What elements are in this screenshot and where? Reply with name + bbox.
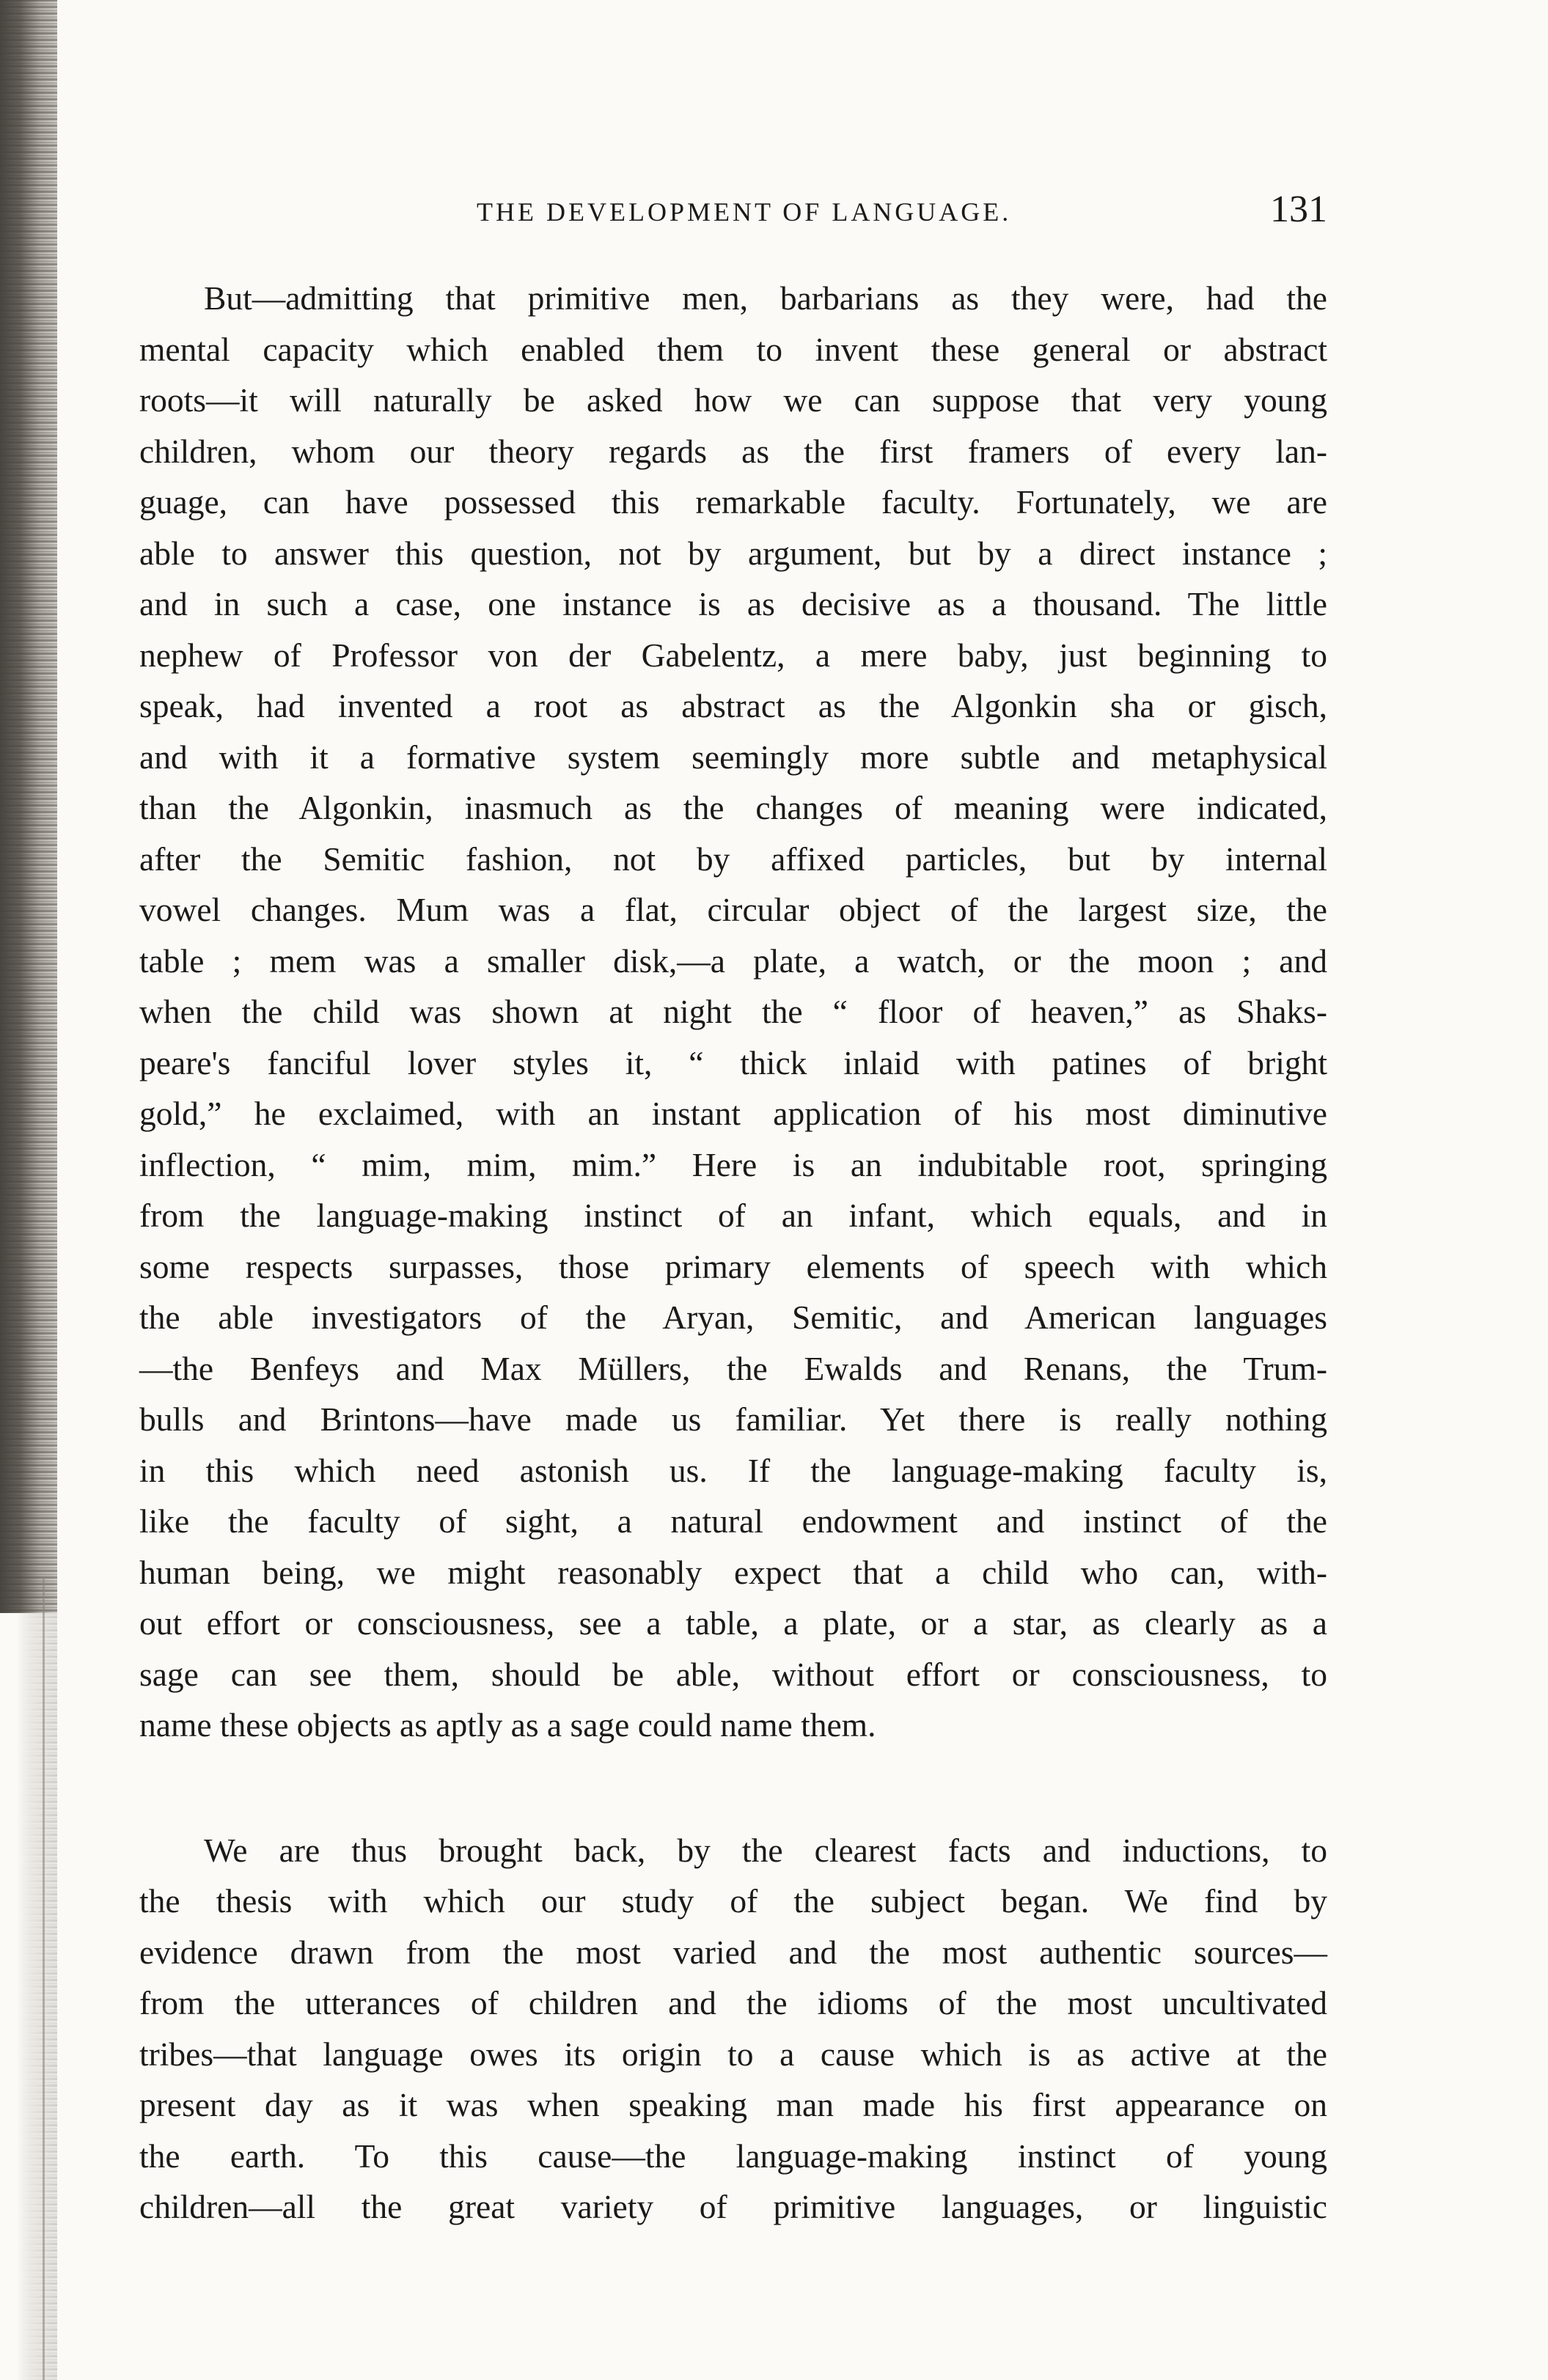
text-line: gold,” he exclaimed, with an instant application of his most diminutive	[139, 1095, 1327, 1132]
text-line: the able investigators of the Aryan, Semitic, and American languages	[139, 1299, 1327, 1336]
text-line: from the utterances of children and the idioms of the most uncultivated	[139, 1984, 1327, 2021]
paragraph-1	[139, 273, 1327, 1751]
text-line: human being, we might reasonably expect that a child who can, with-	[139, 1553, 1327, 1591]
text-line: table ; mem was a smaller disk,—a plate, a watch, or the moon ; and	[139, 941, 1327, 980]
text-line: inflection, “ mim, mim, mim.” Here is an indubitable root, springing	[139, 1145, 1327, 1183]
text-line: in this which need astonish us. If the language-making faculty is,	[139, 1451, 1327, 1489]
text-line: vowel changes. Mum was a flat, circular object of the largest size, the	[139, 891, 1327, 928]
text-line: speak, had invented a root as abstract as the Algonkin sha or gisch,	[139, 687, 1327, 724]
text-line: children, whom our theory regards as the first framers of every lan-	[139, 432, 1327, 470]
text-line: sage can see them, should be able, without effort or consciousness, to	[139, 1655, 1327, 1693]
text-line: name these objects as aptly as a sage could name them.	[139, 1706, 876, 1744]
text-line: guage, can have possessed this remarkable faculty. Fortunately, we are	[139, 483, 1327, 521]
text-line: able to answer this question, not by argument, but by a direct instance ;	[139, 534, 1327, 572]
text-line: evidence drawn from the most varied and the most authentic sources—	[139, 1933, 1327, 1971]
text-line: tribes—that language owes its origin to a cause which is as active at the	[139, 2035, 1327, 2073]
text-line: than the Algonkin, inasmuch as the changes of meaning were indicated,	[139, 789, 1327, 826]
text-line: when the child was shown at night the “ floor of heaven,” as Shaks-	[139, 993, 1327, 1030]
text-line: some respects surpasses, those primary elements of speech with which	[139, 1247, 1327, 1285]
running-title: THE DEVELOPMENT OF LANGUAGE.	[477, 197, 1012, 227]
running-head	[139, 183, 1327, 242]
paragraph-2	[139, 1825, 1327, 2233]
text-line: the thesis with which our study of the subject began. We find by	[139, 1882, 1327, 1920]
text-line: after the Semitic fashion, not by affixed particles, but by internal	[139, 840, 1327, 878]
text-line: But—admitting that primitive men, barbarians as they were, had the	[204, 279, 1327, 317]
text-line: the earth. To this cause—the language-making instinct of young	[139, 2137, 1327, 2175]
text-line: like the faculty of sight, a natural endowment and instinct of the	[139, 1502, 1327, 1540]
text-line: and with it a formative system seemingly more subtle and metaphysical	[139, 738, 1327, 776]
text-line: nephew of Professor von der Gabelentz, a mere baby, just beginning to	[139, 636, 1327, 674]
text-line: mental capacity which enabled them to invent these general or abstract	[139, 330, 1327, 368]
gutter-shadow-line	[43, 1576, 45, 2380]
text-line: out effort or consciousness, see a table, a plate, or a star, as clearly as a	[139, 1604, 1327, 1642]
book-page	[139, 183, 1327, 2233]
text-line: from the language-making instinct of an infant, which equals, and in	[139, 1197, 1327, 1234]
text-line: and in such a case, one instance is as decisive as a thousand. The little	[139, 585, 1327, 622]
text-line: roots—it will naturally be asked how we can suppose that very young	[139, 381, 1327, 419]
text-line: —the Benfeys and Max Müllers, the Ewalds and Renans, the Trum-	[139, 1349, 1327, 1387]
text-line: present day as it was when speaking man made his first appearance on	[139, 2086, 1327, 2123]
scanned-gutter-edge	[0, 0, 57, 2380]
text-line: peare's fanciful lover styles it, “ thick inlaid with patines of bright	[139, 1043, 1327, 1081]
text-line: children—all the great variety of primitive languages, or linguistic	[139, 2188, 1327, 2225]
page-number: 131	[1270, 188, 1327, 230]
text-line: bulls and Brintons—have made us familiar. Yet there is really nothing	[139, 1400, 1327, 1438]
text-line: We are thus brought back, by the clearest facts and inductions, to	[204, 1831, 1327, 1869]
